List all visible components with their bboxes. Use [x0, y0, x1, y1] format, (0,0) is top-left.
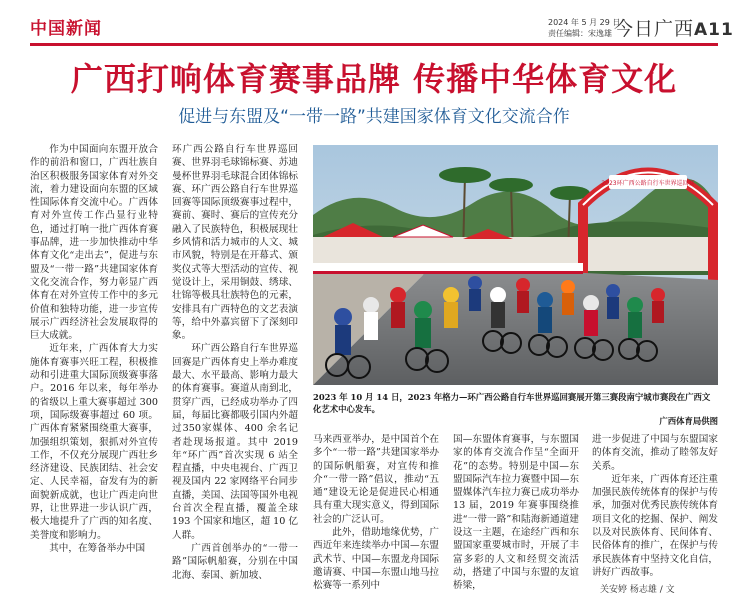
masthead — [0, 0, 741, 48]
arch-banner-text: 2023环广西公路自行车世界巡回赛 — [601, 180, 695, 187]
column-3-paragraph-1: 马来西亚举办，是中国首个在多个“一带一路”共建国家举办的国际帆船赛，对宣传和推介“一带一路”倡议，推动“五通”建设无论是促进民心相通具有重大现实意义，得到国际社会的广泛认可。 — [313, 434, 439, 525]
column-2-paragraph-2: 环广西公路自行车世界巡回赛是广西体育史上举办难度最大、水平最高、影响力最大的体育赛事。赛道从南到北，贯穿广西，已经成功举办了四届，每届比赛都吸引国内外超过350家媒体、400 余名记者赴现场报道。其中 2019 年“环广西”首次实现 6 站全程直播，中央电视台、广西卫视及国内 22 家网络平台同步直播，美国、法国等国外电视台首次全程直播，覆盖全球 193 个国家和地区，超 10 亿人群。 — [172, 343, 299, 541]
photo-caption-text: 2023 年 10 月 14 日，2023 年格力—环广西公路自行车世界巡回赛展开第三赛段南宁城市赛段在广西文化艺术中心发车。 — [313, 392, 711, 414]
page-number: A11 — [694, 20, 734, 40]
article-byline: 关安婷 杨志雄 / 文 — [600, 585, 675, 595]
issue-editor: 责任编辑：宋逸雄 — [548, 29, 612, 38]
newspaper-logo: 中国新闻 — [30, 19, 102, 39]
column-4-paragraph-1: 国—东盟体育赛事，与东盟国家的体育交流合作呈“全面开花”的态势。特别是中国—东盟国际汽车拉力赛暨中国—东盟媒体汽车拉力赛已成功举办 13 届，2019 年赛事围绕推进“一带一路”和陆海新通道建设这一主题，在途经广西和东盟国家重要城市时，开展了丰富多彩的人文和经贸交流活动，搭建了中国与东盟的友谊桥梁， — [453, 434, 579, 592]
column-1 — [30, 143, 158, 555]
photo-caption — [313, 391, 718, 427]
issue-date: 2024 年 5 月 29 日 — [548, 18, 621, 27]
column-3-paragraph-2: 此外，借助地缘优势，广西近年来连续举办中国—东盟武术节、中国—东盟龙舟国际邀请赛、中国—东盟山地马拉松赛等一系列中 — [313, 527, 439, 592]
column-2-paragraph-3: 广西首创举办的“一带一路”国际帆船赛，分别在中国北海、泰国、新加坡、 — [172, 542, 298, 581]
column-5 — [592, 433, 718, 579]
column-1-paragraph-3: 其中，在筹备举办中国 — [49, 542, 146, 554]
column-2-paragraph-1: 环广西公路自行车世界巡回赛、世界羽毛球锦标赛、苏迪曼杯世界羽毛球混合团体锦标赛、环广西公路自行车世界巡回赛等国际顶级赛事过程中，赛前、赛时、赛后的宣传充分融入了民族特色，积极展现壮乡风情和活力城市的人文、城市风貌，特别是在开幕式、颁奖仪式等大型活动的宣传、视觉设计上，采用铜鼓、绣球、壮锦等极具壮族特色的元素，安排具有广西特色的文艺表演等，给中外嘉宾留下了深刻印象。 — [172, 144, 298, 342]
column-1-paragraph-1: 作为中国面向东盟开放合作的前沿和窗口，广西壮族自治区积极服务国家体育对外交流，着力建设面向东盟的区域性国际体育交流中心。广西体育对外宣传工作凸显行业特色，通过打响一批广西体育赛事品牌，进一步加快推动中华体育文化“走出去”，促进与东盟及“一带一路”共建国家体育文化交流合作，努力彰显广西体育在对外宣传工作中的多元价值和独特功能，进一步宣传展示广西经济社会发展取得的巨大成就。 — [30, 144, 158, 342]
column-5-paragraph-2: 近年来，广西体育还注重加强民族传统体育的保护与传承，加强对优秀民族传统体育项目文化的挖掘、保护、阐发以及对民族体育、民间体育、民俗体育的推广，在保护与传承民族体育中坚持文化自信，讲好广西故事。 — [592, 473, 718, 578]
column-3 — [313, 433, 439, 593]
issue-meta — [548, 17, 620, 39]
news-photo-cycling-race — [313, 145, 718, 385]
photo-credit: 广西体育局供图 — [659, 416, 718, 426]
column-2 — [172, 143, 298, 582]
article-headline: 广西打响体育赛事品牌 传播中华体育文化 — [70, 60, 678, 98]
section-title — [614, 14, 734, 41]
masthead-rule — [30, 43, 718, 46]
column-5-paragraph-1: 进一步促进了中国与东盟国家的体育交流，推动了睦邻友好关系。 — [592, 434, 718, 472]
column-4 — [453, 433, 579, 593]
section-name: 今日广西 — [614, 18, 695, 40]
article-subhead: 促进与东盟及“一带一路”共建国家体育文化交流合作 — [178, 107, 570, 127]
column-1-paragraph-2: 近年来，广西体育大力实施体育赛事兴旺工程，积极推动和引进重大国际顶级赛事落户。2016 年以来，每年举办的省级以上重大赛事超过 300 项，国际级赛事超过 60 项。广西体育紧紧围绕重大赛事，加强组织策划，狠抓对外宣传工作，不仅充分展现广西壮乡经济建设、民族团结、社会安定、人民幸福，奋发有为的新面貌新成就，也让广西走向世界，让世界进一步认识广西，极大地提升了广西的知名度、美誉度和影响力。 — [30, 343, 158, 541]
